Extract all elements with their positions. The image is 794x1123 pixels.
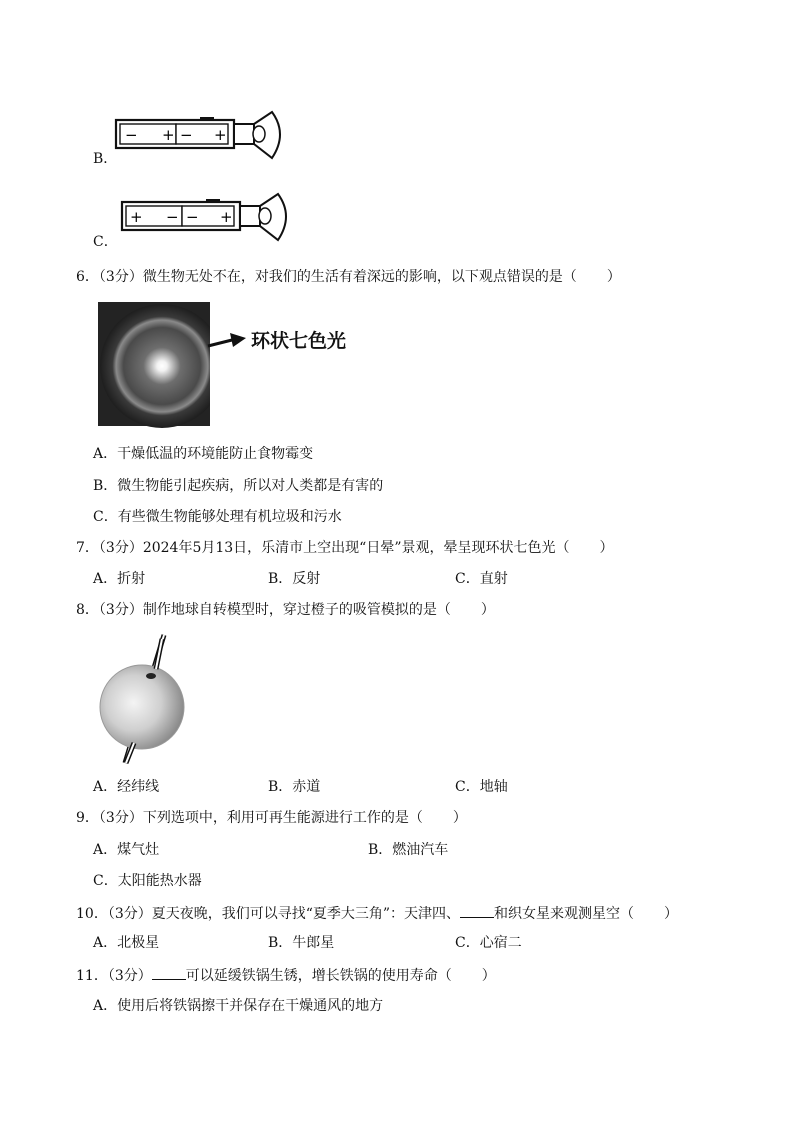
flashlight-b-figure xyxy=(112,108,287,166)
option-b-label: B． xyxy=(93,151,118,167)
q8-option-b[interactable]: B．赤道 xyxy=(268,779,321,795)
q7-option-c[interactable]: C．直射 xyxy=(455,571,508,587)
orange-earth-model xyxy=(96,633,188,767)
question-7-stem: 7．（3分）2024年5月13日，乐清市上空出现“日晕”景观，晕呈现环状七色光（ ） xyxy=(76,540,614,556)
q7-option-a[interactable]: A．折射 xyxy=(93,571,146,587)
battery-sign: − xyxy=(180,126,193,144)
option-c-label: C． xyxy=(93,234,118,250)
q6-option-a[interactable]: A．干燥低温的环境能防止食物霉变 xyxy=(93,446,314,462)
q10-option-b[interactable]: B．牛郎星 xyxy=(268,935,335,951)
q8-option-c[interactable]: C．地轴 xyxy=(455,779,508,795)
q9-option-a[interactable]: A．煤气灶 xyxy=(93,842,160,858)
flashlight-c-figure xyxy=(118,190,293,248)
q6-option-b[interactable]: B．微生物能引起疾病，所以对人类都是有害的 xyxy=(93,478,384,494)
q9-option-b[interactable]: B．燃油汽车 xyxy=(368,842,449,858)
halo-photo xyxy=(96,300,368,428)
battery-sign: − xyxy=(186,208,199,226)
halo-label: 环状七色光 xyxy=(251,330,347,352)
battery-sign: + xyxy=(214,126,227,144)
battery-sign: + xyxy=(220,208,233,226)
question-9-stem: 9．（3分）下列选项中，利用可再生能源进行工作的是（ ） xyxy=(76,810,467,826)
question-6-stem: 6．（3分）微生物无处不在，对我们的生活有着深远的影响，以下观点错误的是（ ） xyxy=(76,269,621,285)
q7-option-b[interactable]: B．反射 xyxy=(268,571,321,587)
battery-sign: − xyxy=(125,126,138,144)
battery-sign: + xyxy=(130,208,143,226)
battery-sign: + xyxy=(162,126,175,144)
q10-option-c[interactable]: C．心宿二 xyxy=(455,935,522,951)
question-10-stem: 10．（3分）夏天夜晚，我们可以寻找“夏季大三角”：天津四、 和织女星来观测星空（ ） xyxy=(76,903,678,923)
q8-option-a[interactable]: A．经纬线 xyxy=(93,779,160,795)
q10-option-a[interactable]: A．北极星 xyxy=(93,935,160,951)
q11-option-a[interactable]: A．使用后将铁锅擦干并保存在干燥通风的地方 xyxy=(93,998,384,1014)
q9-option-c[interactable]: C．太阳能热水器 xyxy=(93,873,202,889)
question-11-stem: 11．（3分） 可以延缓铁锅生锈，增长铁锅的使用寿命（ ） xyxy=(76,965,496,985)
q6-option-c[interactable]: C．有些微生物能够处理有机垃圾和污水 xyxy=(93,509,342,525)
fill-blank[interactable] xyxy=(460,903,494,918)
question-8-stem: 8．（3分）制作地球自转模型时，穿过橙子的吸管模拟的是（ ） xyxy=(76,602,495,618)
battery-sign: − xyxy=(166,208,179,226)
fill-blank[interactable] xyxy=(152,965,186,980)
